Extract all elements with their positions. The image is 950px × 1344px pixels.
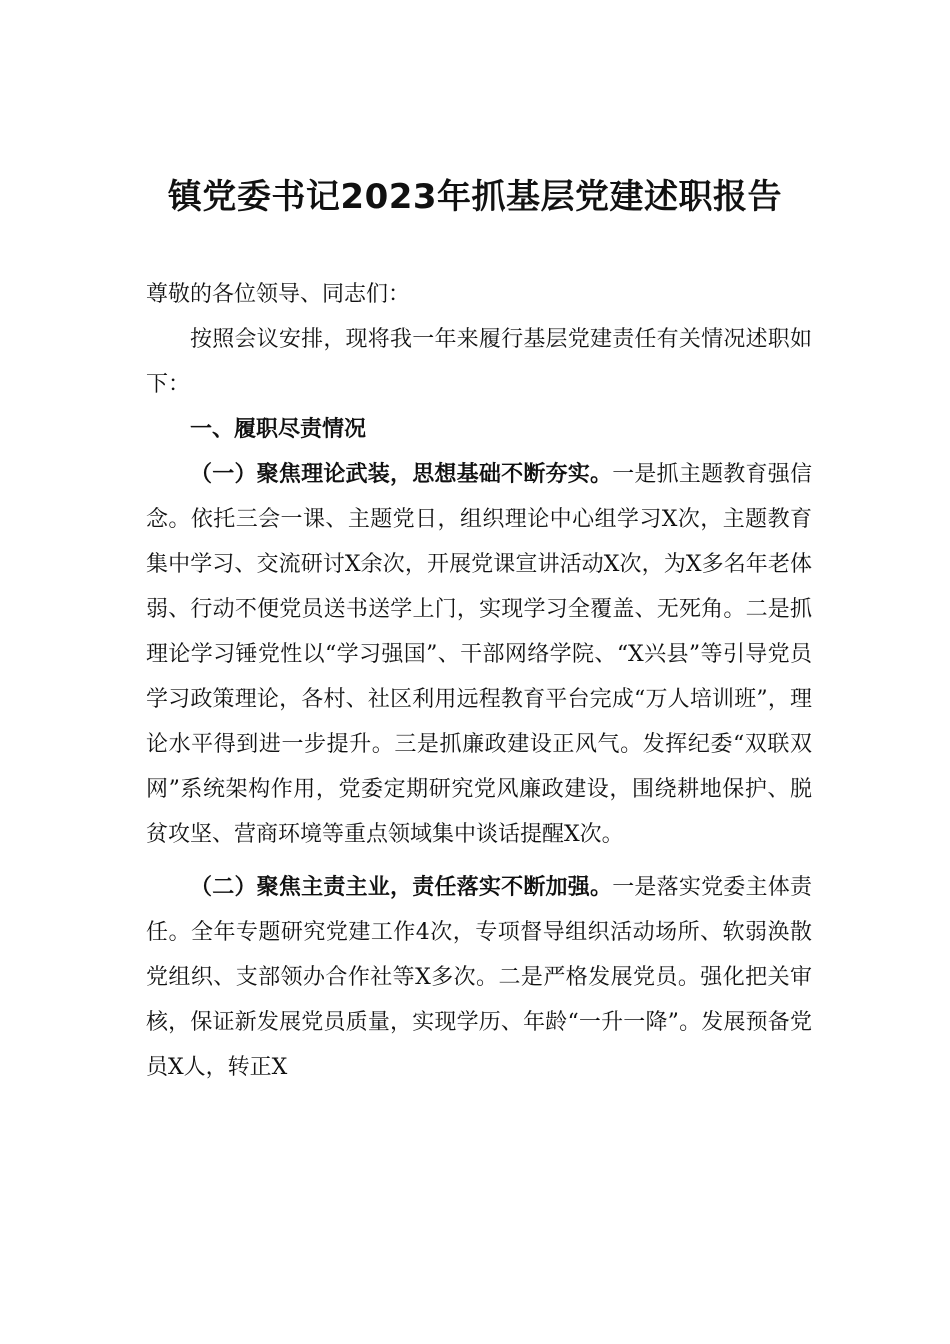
paragraph-1 — [146, 452, 812, 857]
paragraph-1-body: 一是抓主题教育强信念。依托三会一课、主题党日，组织理论中心组学习X次，主题教育集中学习、交流研讨X余次，开展党课宣讲活动X次，为X多名年老体弱、行动不便党员送书送学上门，实现学习全覆盖、无死角。二是抓理论学习锤党性以“学习强国”、干部网络学院、“X兴县”等引导党员学习政策理论，各村、社区利用远程教育平台完成“万人培训班”，理论水平得到进一步提升。三是抓廉政建设正风气。发挥纪委“双联双网”系统架构作用，党委定期研究党风廉政建设，围绕耕地保护、脱贫攻坚、营商环境等重点领域集中谈话提醒X次。 — [146, 462, 812, 847]
document-body — [146, 272, 812, 1090]
paragraph-2-body: 一是落实党委主体责任。全年专题研究党建工作4次，专项督导组织活动场所、软弱涣散党组织、支部领办合作社等X多次。二是严格发展党员。强化把关审核，保证新发展党员质量，实现学历、年龄“一升一降”。发展预备党员X人，转正X — [146, 875, 812, 1080]
paragraph-1-lead: （一）聚焦理论武装，思想基础不断夯实。 — [190, 461, 613, 487]
salutation: 尊敬的各位领导、同志们： — [146, 282, 411, 307]
document-title: 镇党委书记2023年抓基层党建述职报告 — [167, 177, 783, 217]
intro-paragraph: 按照会议安排，现将我一年来履行基层党建责任有关情况述职如下： — [146, 327, 812, 397]
paragraph-2-lead: （二）聚焦主责主业，责任落实不断加强。 — [190, 874, 613, 900]
section-heading-1: 一、履职尽责情况 — [190, 417, 367, 442]
paragraph-2 — [146, 865, 812, 1090]
